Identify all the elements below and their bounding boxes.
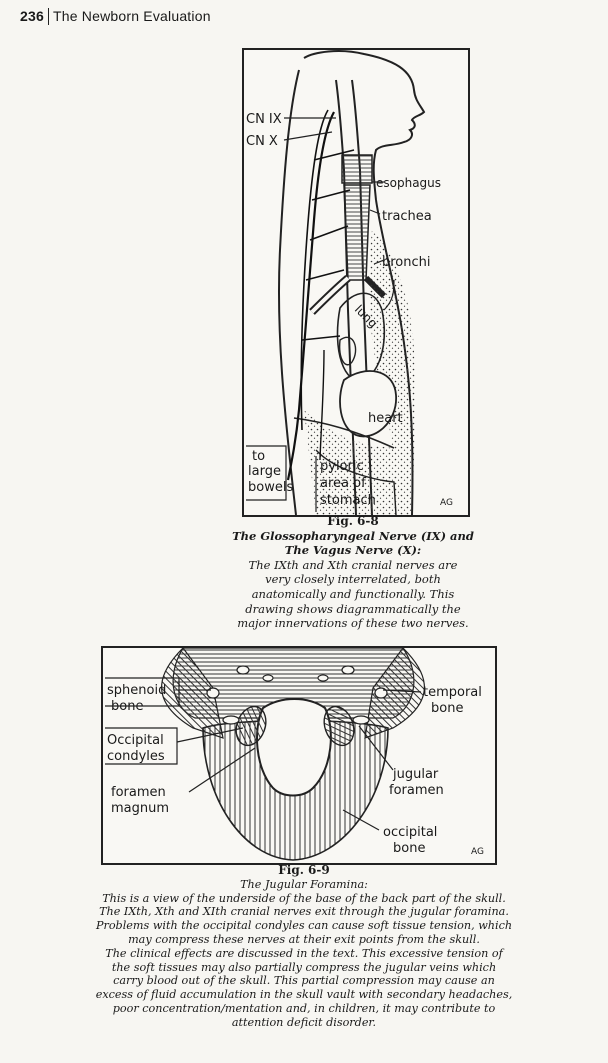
label-occipital-condyles-2: condyles xyxy=(107,749,165,764)
vagus-nerve-drawing xyxy=(244,50,468,515)
caption-line: poor concentration/mentation and, in children, it may contribute to xyxy=(112,1001,496,1015)
label-jugular: jugular xyxy=(393,767,439,782)
label-stomach: stomach xyxy=(320,493,376,508)
figure-6-9-caption xyxy=(60,864,548,1030)
label-foramen: foramen xyxy=(111,785,166,800)
label-sphenoid: sphenoid xyxy=(107,683,167,698)
figure-number: Fig. 6-9 xyxy=(278,863,330,877)
label-temporal: temporal xyxy=(423,685,482,700)
label-pyloric: pyloric xyxy=(320,459,364,474)
caption-line: attention deficit disorder. xyxy=(231,1015,377,1029)
label-heart: heart xyxy=(368,411,403,426)
figure-number: Fig. 6-8 xyxy=(327,514,379,528)
figure-6-8-caption xyxy=(222,514,484,631)
label-trachea: trachea xyxy=(382,209,432,224)
caption-line: major innervations of these two nerves. xyxy=(237,616,469,631)
label-to: to xyxy=(252,449,266,464)
caption-line: carry blood out of the skull. This partial compression may cause an xyxy=(113,974,495,988)
label-lung: lung xyxy=(351,302,381,331)
caption-line: Problems with the occipital condyles can cause soft tissue tension, which xyxy=(95,919,513,933)
caption-line: This is a view of the underside of the base of the back part of the skull. xyxy=(102,891,506,905)
caption-line: The clinical effects are discussed in the text. This excessive tension of xyxy=(105,946,503,960)
label-occipital-bone-2: bone xyxy=(393,841,426,856)
skull-base-drawing xyxy=(103,648,495,863)
page-number: 236 xyxy=(20,8,44,24)
caption-line: may compress these nerves at their exit points from the skull. xyxy=(128,932,480,946)
caption-line: drawing shows diagrammatically the xyxy=(245,601,461,616)
label-bronchi: bronchi xyxy=(382,255,431,270)
label-occipital-bone-1: occipital xyxy=(383,825,438,840)
label-cn10: CN X xyxy=(246,134,278,149)
label-large: large xyxy=(248,464,281,479)
label-magnum: magnum xyxy=(111,801,170,816)
caption-line: excess of fluid accumulation in the skull vault with secondary headaches, xyxy=(95,988,513,1002)
figure-vagus-nerve-illustration xyxy=(242,48,470,517)
caption-line: The IXth, Xth and XIth cranial nerves exit through the jugular foramina. xyxy=(99,905,509,919)
caption-line: the soft tissues may also partially compress the jugular veins which xyxy=(111,960,497,974)
figure-title: The Jugular Foramina: xyxy=(240,877,368,891)
caption-line: The IXth and Xth cranial nerves are xyxy=(248,557,458,572)
label-temporal-bone: bone xyxy=(431,701,464,716)
caption-line: anatomically and functionally. This xyxy=(251,586,455,601)
label-occipital-condyles-1: Occipital xyxy=(107,733,164,748)
label-area-of: area of xyxy=(320,476,366,491)
label-esophagus: esophagus xyxy=(376,176,442,190)
label-bowels: bowels xyxy=(248,480,294,495)
artist-initials: AG xyxy=(440,498,453,508)
figure-title: The Glossopharyngeal Nerve (IX) and xyxy=(232,528,474,543)
label-cn9: CN IX xyxy=(246,112,282,127)
caption-line: very closely interrelated, both xyxy=(265,572,441,587)
label-jugular-foramen: foramen xyxy=(389,783,444,798)
header-divider xyxy=(48,8,49,25)
running-title: The Newborn Evaluation xyxy=(52,8,211,24)
figure-title: The Vagus Nerve (X): xyxy=(284,543,422,558)
figure-jugular-foramina-illustration xyxy=(101,646,497,865)
label-sphenoid-bone: bone xyxy=(111,699,144,714)
page-header xyxy=(20,8,211,25)
artist-initials: AG xyxy=(471,847,484,857)
